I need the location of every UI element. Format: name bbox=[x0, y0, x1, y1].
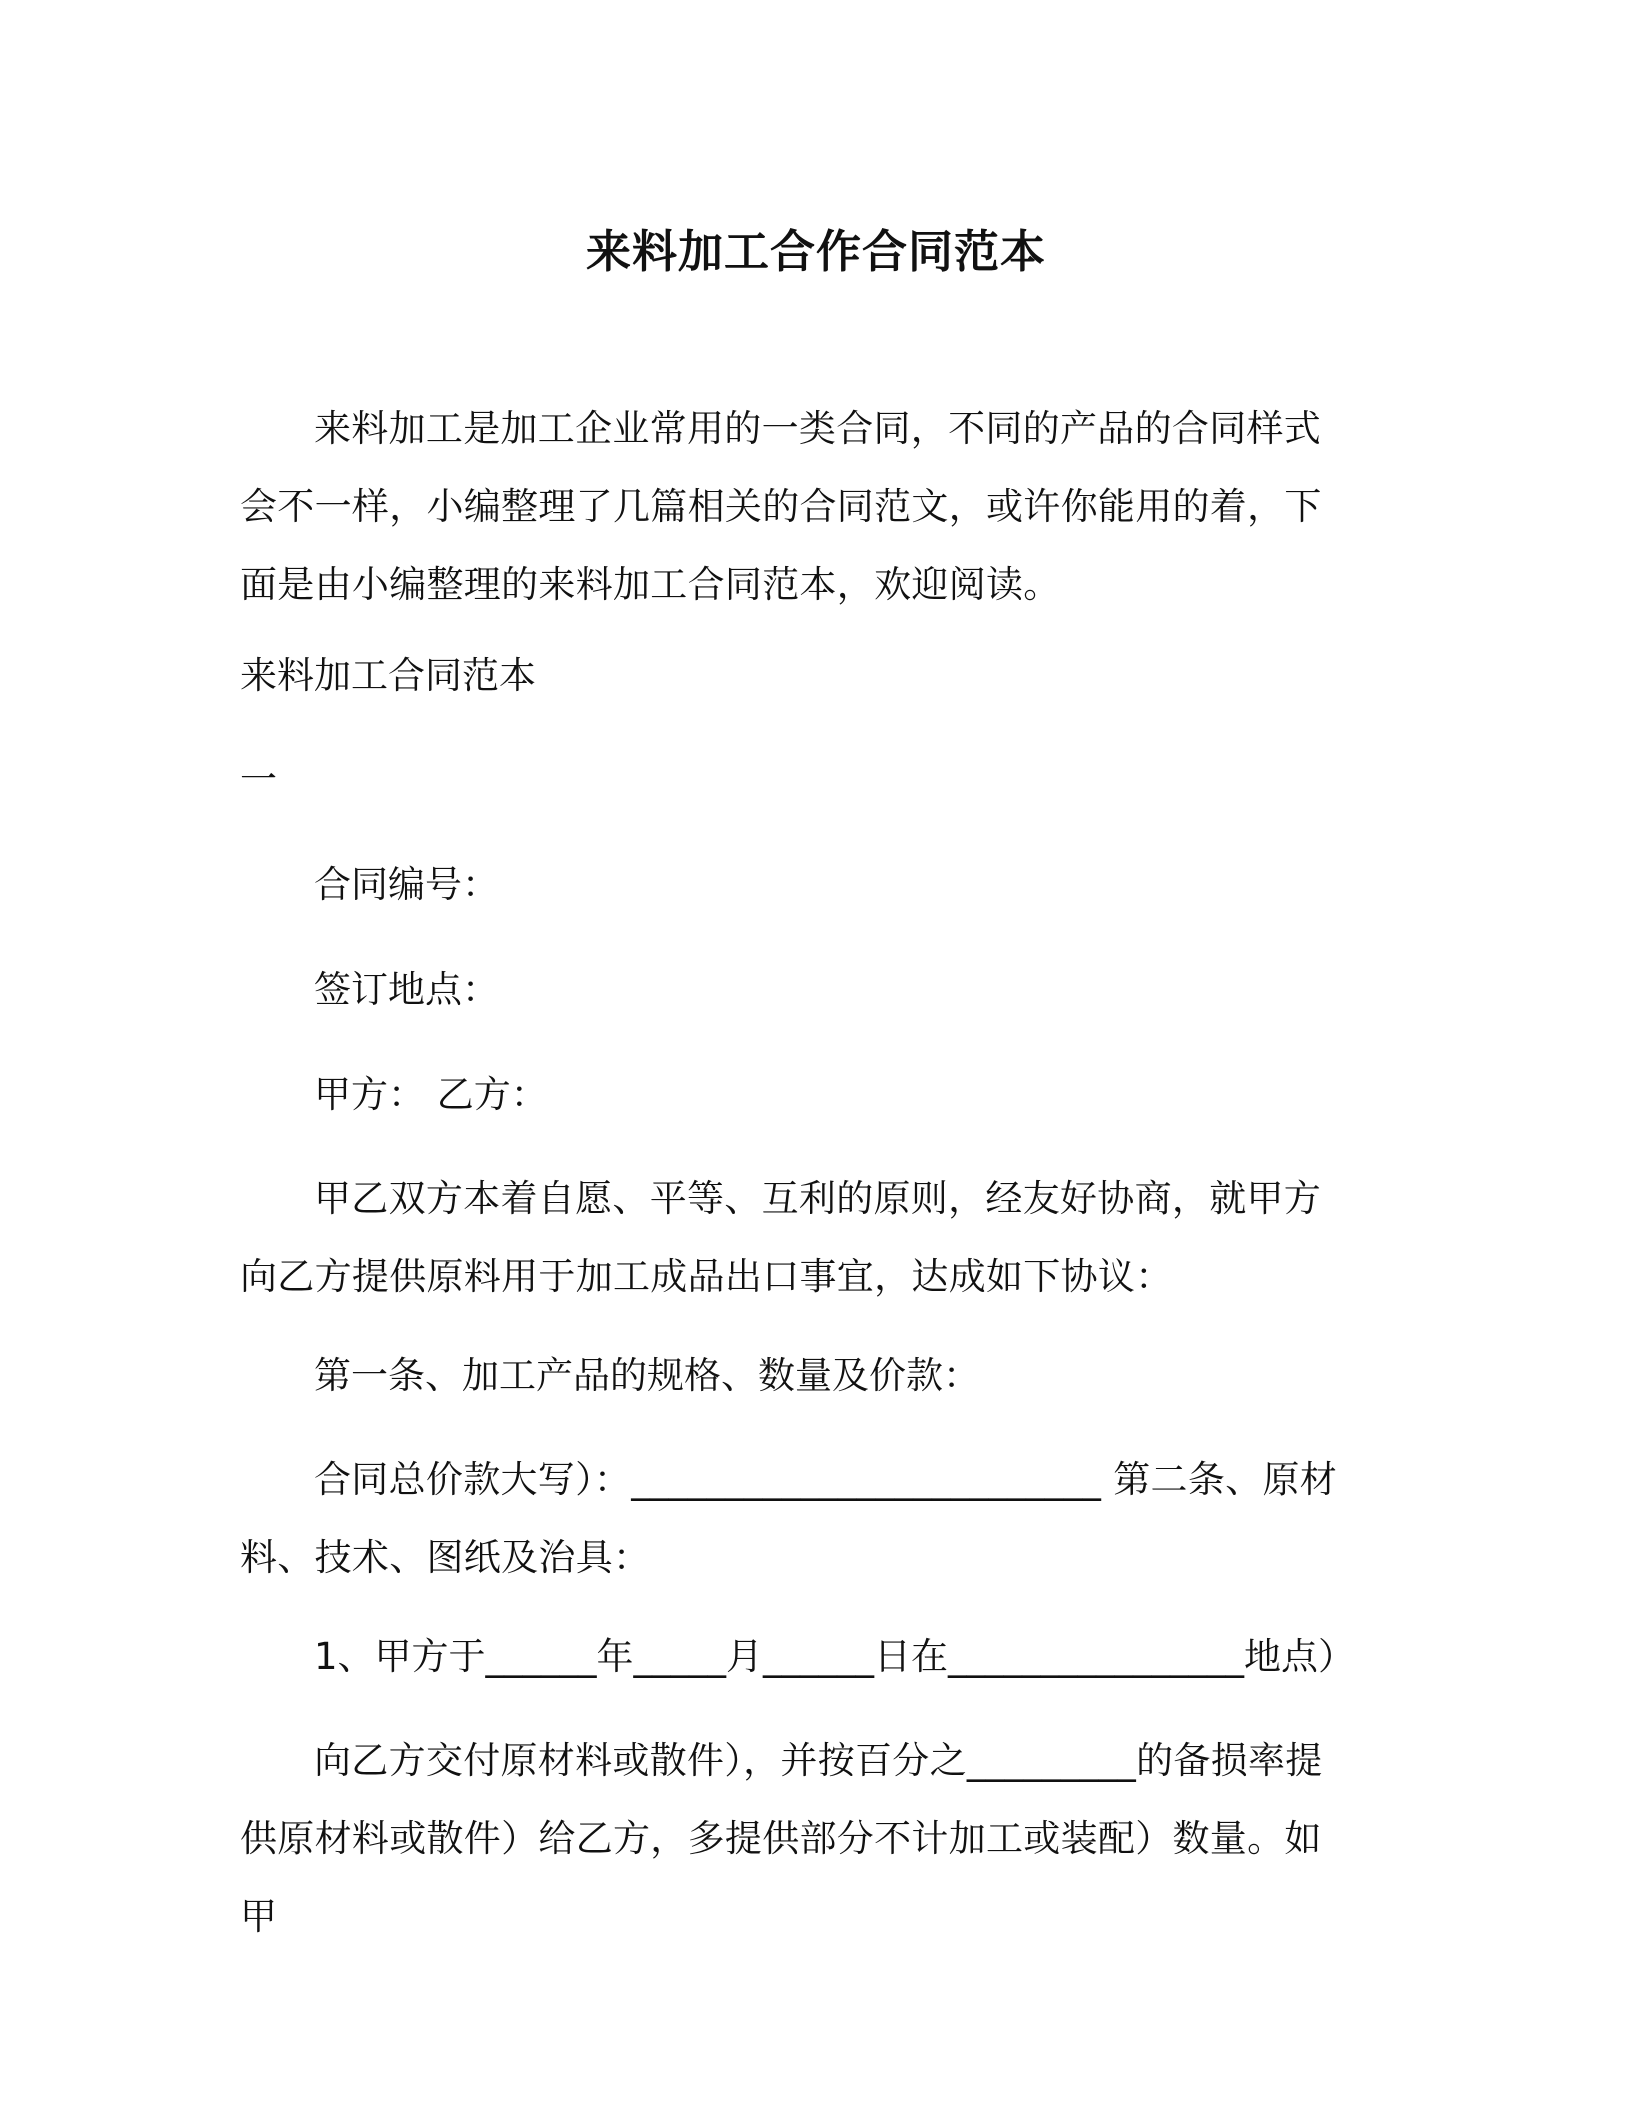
item-1-continuation: 向乙方交付原材料或散件），并按百分之_________的备损率提供原材料或散件）给乙方，多提供部分不计加工或装配）数量。如甲 bbox=[240, 1739, 1323, 1938]
article-1-heading: 第一条、加工产品的规格、数量及价款： bbox=[314, 1354, 980, 1397]
preamble-paragraph: 甲乙双方本着自愿、平等、互利的原则，经友好协商，就甲方向乙方提供原料用于加工成品出口事宜，达成如下协议： bbox=[240, 1177, 1322, 1298]
item-1-line: 1、甲方于______年_____月______日在________________地点） bbox=[314, 1635, 1356, 1678]
intro-paragraph: 来料加工是加工企业常用的一类合同，不同的产品的合同样式会不一样，小编整理了几篇相关的合同范文，或许你能用的着，下面是由小编整理的来料加工合同范本，欢迎阅读。 bbox=[240, 407, 1322, 606]
parties-label: 甲方： 乙方： bbox=[314, 1073, 548, 1116]
signing-place-label: 签订地点： bbox=[314, 968, 499, 1011]
section-number: 一 bbox=[240, 758, 277, 801]
contract-subtitle: 来料加工合同范本 bbox=[240, 654, 536, 697]
contract-number-label: 合同编号： bbox=[314, 863, 499, 906]
document-title: 来料加工合作合同范本 bbox=[585, 225, 1046, 278]
total-price-paragraph: 合同总价款大写）：_________________________ 第二条、原材料、技术、图纸及治具： bbox=[240, 1458, 1338, 1579]
